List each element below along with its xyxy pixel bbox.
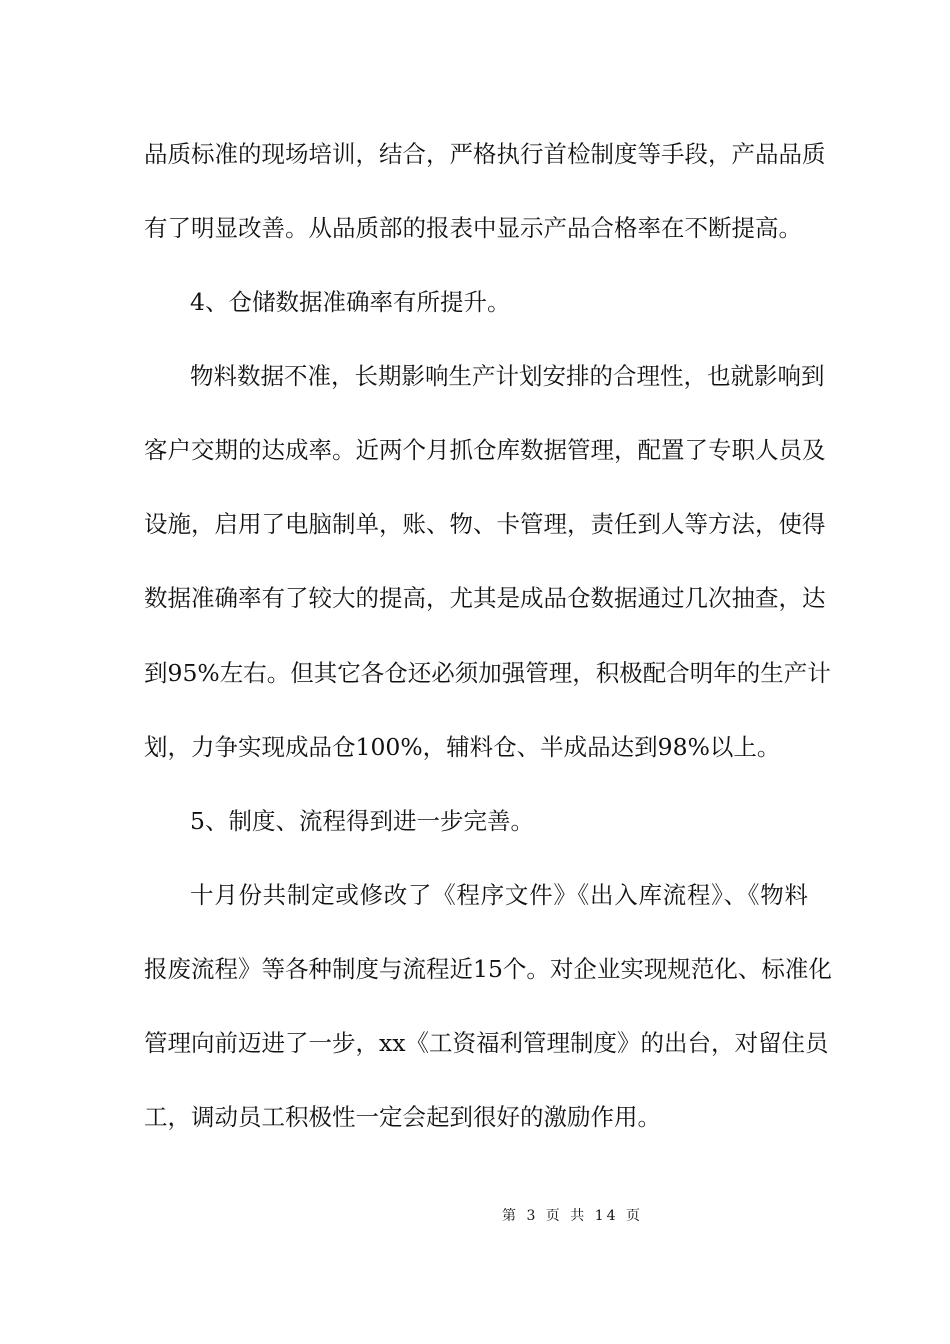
body-line-11: 管理向前迈进了一步，xx《工资福利管理制度》的出台，对留住员 [144,1029,829,1057]
body-line-8: 划，力争实现成品仓100%，辅料仓、半成品达到98%以上。 [144,733,781,761]
body-line-3: 物料数据不准，长期影响生产计划安排的合理性，也就影响到 [190,362,825,390]
body-line-5: 设施，启用了电脑制单，账、物、卡管理，责任到人等方法，使得 [144,510,826,538]
body-line-12: 工，调动员工积极性一定会起到很好的激励作用。 [144,1103,661,1131]
body-line-9: 十月份共制定或修改了《程序文件》《出入库流程》、《物料 [190,881,808,909]
body-line-4: 客户交期的达成率。近两个月抓仓库数据管理，配置了专职人员及 [144,436,826,464]
page-number-footer: 第 3 页 共 14 页 [502,1208,643,1224]
body-line-10: 报废流程》等各种制度与流程近15个。对企业实现规范化、标准化 [144,955,832,983]
section-heading-5: 5、制度、流程得到进一步完善。 [190,807,534,835]
section-heading-4: 4、仓储数据准确率有所提升。 [190,288,511,316]
body-line-7: 到95%左右。但其它各仓还必须加强管理，积极配合明年的生产计 [144,659,831,687]
body-line-2: 有了明显改善。从品质部的报表中显示产品合格率在不断提高。 [144,214,802,242]
body-line-6: 数据准确率有了较大的提高，尤其是成品仓数据通过几次抽查，达 [144,584,826,612]
body-line-1: 品质标准的现场培训，结合，严格执行首检制度等手段，产品品质 [144,140,826,168]
